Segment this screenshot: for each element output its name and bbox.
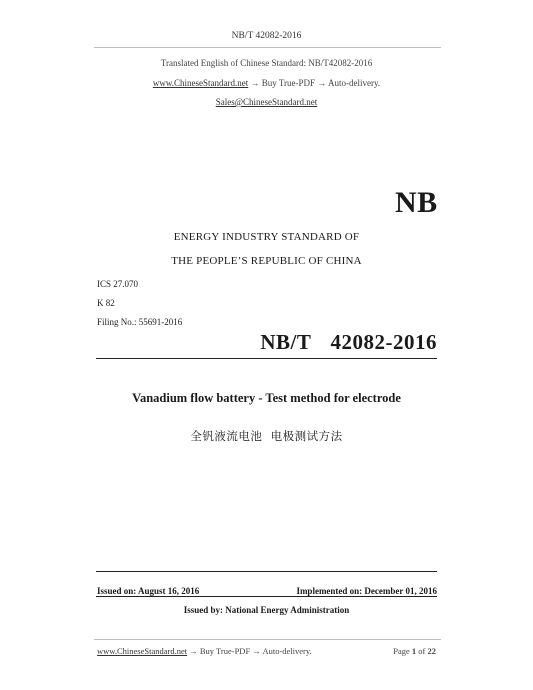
chinese-title: 全钒液流电池 电极测试方法 xyxy=(190,429,343,443)
ics-code: ICS 27.070 xyxy=(97,279,139,289)
standard-divider xyxy=(96,358,437,359)
issued-date: Issued on: August 16, 2016 xyxy=(97,586,200,596)
dates-divider-bottom xyxy=(96,596,437,597)
email-line xyxy=(0,97,533,107)
page-total: 22 xyxy=(427,646,436,656)
translated-line: Translated English of Chinese Standard: NB/T42082-2016 xyxy=(160,58,373,68)
industry-line-1: ENERGY INDUSTRY STANDARD OF xyxy=(173,231,360,243)
footer-promo xyxy=(97,646,312,656)
page-of: of xyxy=(418,646,426,656)
promo-line xyxy=(0,78,533,88)
footer-buy-text: → Buy True-PDF → Auto-delivery. xyxy=(189,646,312,656)
email-link[interactable]: Sales@ChineseStandard.net xyxy=(215,97,318,107)
class-code: K 82 xyxy=(97,298,115,308)
page-label: Page xyxy=(393,646,410,656)
buy-text: → Buy True-PDF → Auto-delivery. xyxy=(250,78,381,88)
footer-site-link[interactable]: www.ChineseStandard.net xyxy=(97,646,188,656)
footer-divider xyxy=(94,639,441,640)
site-link[interactable]: www.ChineseStandard.net xyxy=(152,78,249,88)
running-header: NB/T 42082-2016 xyxy=(231,31,302,41)
nb-logo-text: NB xyxy=(395,186,438,219)
english-title: Vanadium flow battery - Test method for electrode xyxy=(132,391,401,405)
header-divider xyxy=(94,47,441,48)
filing-number: Filing No.: 55691-2016 xyxy=(97,317,183,327)
industry-line-2: THE PEOPLE’S REPUBLIC OF CHINA xyxy=(171,255,362,267)
dates-divider-top xyxy=(96,571,437,572)
implemented-date: Implemented on: December 01, 2016 xyxy=(296,586,437,596)
standard-number: NB/T 42082-2016 xyxy=(260,330,437,354)
page-current: 1 xyxy=(411,646,417,656)
page-indicator xyxy=(393,646,436,656)
issued-by: Issued by: National Energy Administration xyxy=(183,605,350,615)
